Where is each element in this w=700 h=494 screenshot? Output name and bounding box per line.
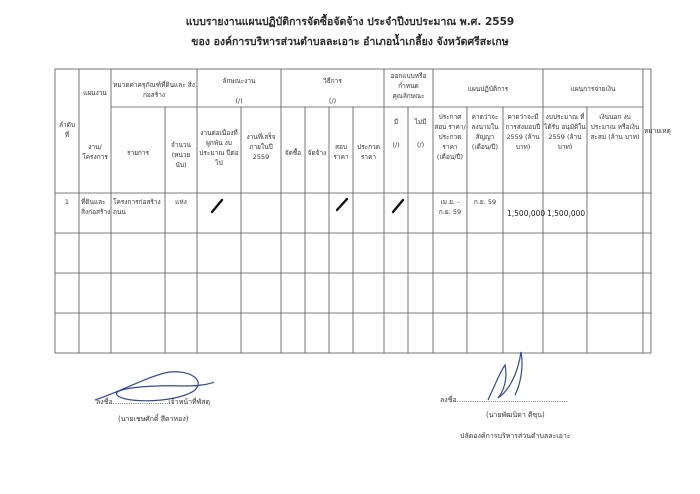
- header-qty: จำนวน (หน่วย นับ): [171, 141, 191, 170]
- right-signer-title: ปลัดองค์การบริหารส่วนตำบลละเอาะ: [460, 432, 571, 440]
- header-yes-mark: (/): [392, 141, 400, 149]
- right-signature-label: ลงชื่อ..................................................: [440, 396, 568, 404]
- header-remark: หมายเหตุ: [644, 127, 671, 135]
- row1-announce: เม.ย. - ก.ย. 59: [438, 198, 462, 217]
- header-continuing: งานต่อเนื่องที่ ผูกพัน งบประมาณ ปีต่อไป: [199, 129, 239, 168]
- header-method-group: วิธีการ: [323, 77, 342, 85]
- header-outsource-group: ออกแบบหรือ กำหนด คุณลักษณะ: [390, 72, 427, 101]
- check-mark-continuing: [212, 200, 222, 212]
- right-signer-name: (นายพัฒนิดา ดีซุน): [486, 411, 545, 419]
- header-plan: แผนงาน: [83, 89, 107, 97]
- header-contract: คาดว่าจะ ลงนามใน สัญญา (เดือน/ปี): [471, 113, 499, 152]
- header-schedule-group: แผนปฏิบัติการ: [467, 85, 509, 93]
- row1-approved-budget: 1,500,000: [547, 209, 586, 218]
- header-bidding: ประกวด ราคา: [357, 143, 380, 162]
- header-method-mark: (/): [328, 97, 337, 105]
- report-title: แบบรายงานแผนปฏิบัติการจัดซื้อจัดจ้าง ประจำปีงบประมาณ พ.ศ. 2559: [185, 16, 515, 28]
- row1-seq: 1: [64, 198, 70, 206]
- signature-right: [488, 352, 522, 400]
- row1-plan: ที่ดินและ สิ่งก่อสร้าง: [81, 198, 111, 217]
- header-project: งาน/ โครงการ: [82, 143, 108, 162]
- header-finance-group: แผนการจ่ายเงิน: [570, 85, 616, 93]
- report-subtitle: ของ องค์การบริหารส่วนตำบลละเอาะ อำเภอน้ำเกลี้ยง จังหวัดศรีสะเกษ: [191, 36, 509, 48]
- header-finish: งานที่เสร็จ ภายในปี 2559: [246, 133, 276, 162]
- header-no-mark: (/): [416, 141, 425, 149]
- header-category-group: หมวดค่าครุภัณฑ์ที่ดินและ สิ่งก่อสร้าง: [113, 81, 195, 100]
- header-no: ไม่มี: [414, 118, 427, 126]
- header-hire: จัดจ้าง: [307, 149, 327, 157]
- left-signer-name: (นายเชษศักดิ์ สีดาหอง): [118, 415, 189, 423]
- row1-contract: ก.ย. 59: [473, 198, 497, 206]
- row1-delivery-amount: 1,500,000: [507, 209, 546, 218]
- row1-item: โครงการก่อสร้าง ถนน: [113, 198, 161, 217]
- header-inquiry: สอบ ราคา: [333, 143, 349, 162]
- header-nature-mark: (/): [235, 97, 243, 105]
- left-signature-label: ลงชื่อ.........................เจ้าหน้าที่พัสดุ: [96, 398, 211, 406]
- header-announce: ประกาศ สอบ ราคา/ ประกวด ราคา (เดือน/ปี): [434, 113, 466, 162]
- header-delivery: คาดว่าจะมี การส่งมอบปี 2559 (ล้าน บาท): [505, 113, 541, 152]
- check-mark-no-design: [393, 200, 403, 212]
- row1-unit: แห่ง: [175, 198, 187, 206]
- header-purchase: จัดซื้อ: [284, 149, 302, 157]
- header-seq: ลำดับ ที่: [59, 121, 75, 140]
- header-other: เงินนอก งบประมาณ หรือเงิน สะสม (ล้าน บาท): [590, 113, 640, 142]
- check-mark-hire: [337, 199, 347, 210]
- header-item: รายการ: [126, 149, 150, 157]
- header-yes: มี: [393, 118, 399, 126]
- header-budget: งบประมาณ ที่ได้รับ อนุมัติใน 2559 (ล้าน บาท): [544, 113, 586, 152]
- header-nature-group: ลักษณะงาน: [222, 77, 256, 85]
